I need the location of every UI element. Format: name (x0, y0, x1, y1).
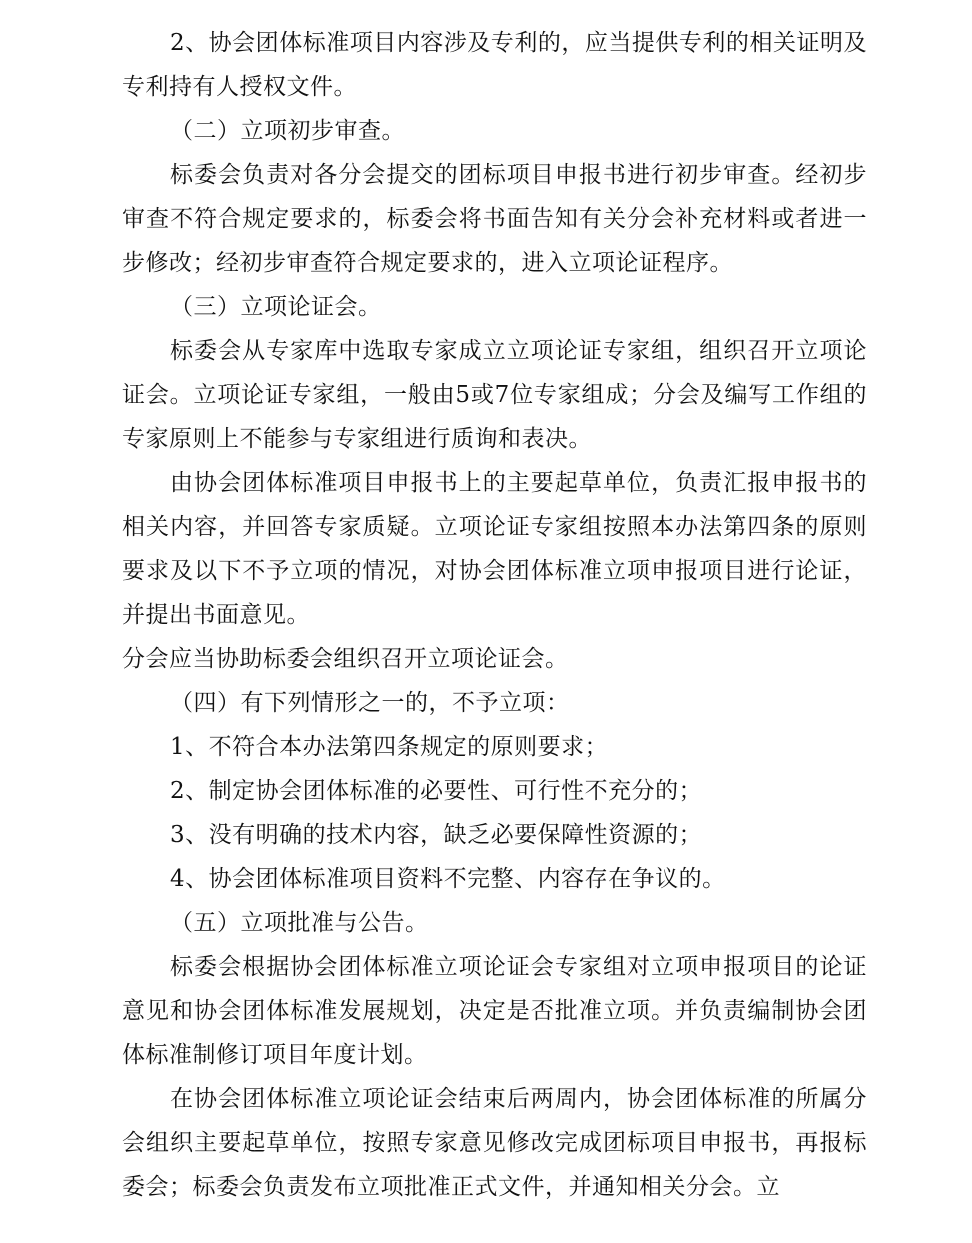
paragraph-drafting-unit-report: 由协会团体标准项目申报书上的主要起草单位，负责汇报申报书的相关内容，并回答专家质疑。立项论证专家组按照本办法第四条的原则要求及以下不予立项的情况，对协会团体标准立项申报项目进行论证，并提出书面意见。 (122, 470, 867, 628)
paragraph-post-meeting: 在协会团体标准立项论证会结束后两周内，协会团体标准的所属分会组织主要起草单位，按照专家意见修改完成团标项目申报书，再报标委会；标委会负责发布立项批准正式文件，并通知相关分会。立 (122, 1086, 867, 1200)
list-item-rejection-4: 4、协会团体标准项目资料不完整、内容存在争议的。 (170, 866, 726, 892)
list-item-rejection-3: 3、没有明确的技术内容，缺乏必要保障性资源的； (170, 822, 703, 848)
paragraph-branch-assist: 分会应当协助标委会组织召开立项论证会。 (122, 646, 569, 672)
heading-preliminary-review: （二）立项初步审查。 (170, 118, 405, 144)
paragraph-approval-decision: 标委会根据协会团体标准立项论证会专家组对立项申报项目的论证意见和协会团体标准发展规划，决定是否批准立项。并负责编制协会团体标准制修订项目年度计划。 (122, 954, 867, 1068)
document-body (122, 21, 867, 1209)
list-item-rejection-2: 2、制定协会团体标准的必要性、可行性不充分的； (170, 778, 703, 804)
paragraph-expert-group: 标委会从专家库中选取专家成立立项论证专家组，组织召开立项论证会。立项论证专家组，一般由5或7位专家组成；分会及编写工作组的专家原则上不能参与专家组进行质询和表决。 (122, 338, 867, 452)
heading-approval-announcement: （五）立项批准与公告。 (170, 910, 429, 936)
heading-review-meeting: （三）立项论证会。 (170, 294, 382, 320)
paragraph-patent-docs: 2、协会团体标准项目内容涉及专利的，应当提供专利的相关证明及专利持有人授权文件。 (122, 30, 867, 100)
heading-rejection-cases: （四）有下列情形之一的，不予立项： (170, 690, 570, 716)
list-item-rejection-1: 1、不符合本办法第四条规定的原则要求； (170, 734, 609, 760)
paragraph-preliminary-review: 标委会负责对各分会提交的团标项目申报书进行初步审查。经初步审查不符合规定要求的，标委会将书面告知有关分会补充材料或者进一步修改；经初步审查符合规定要求的，进入立项论证程序。 (122, 162, 867, 276)
